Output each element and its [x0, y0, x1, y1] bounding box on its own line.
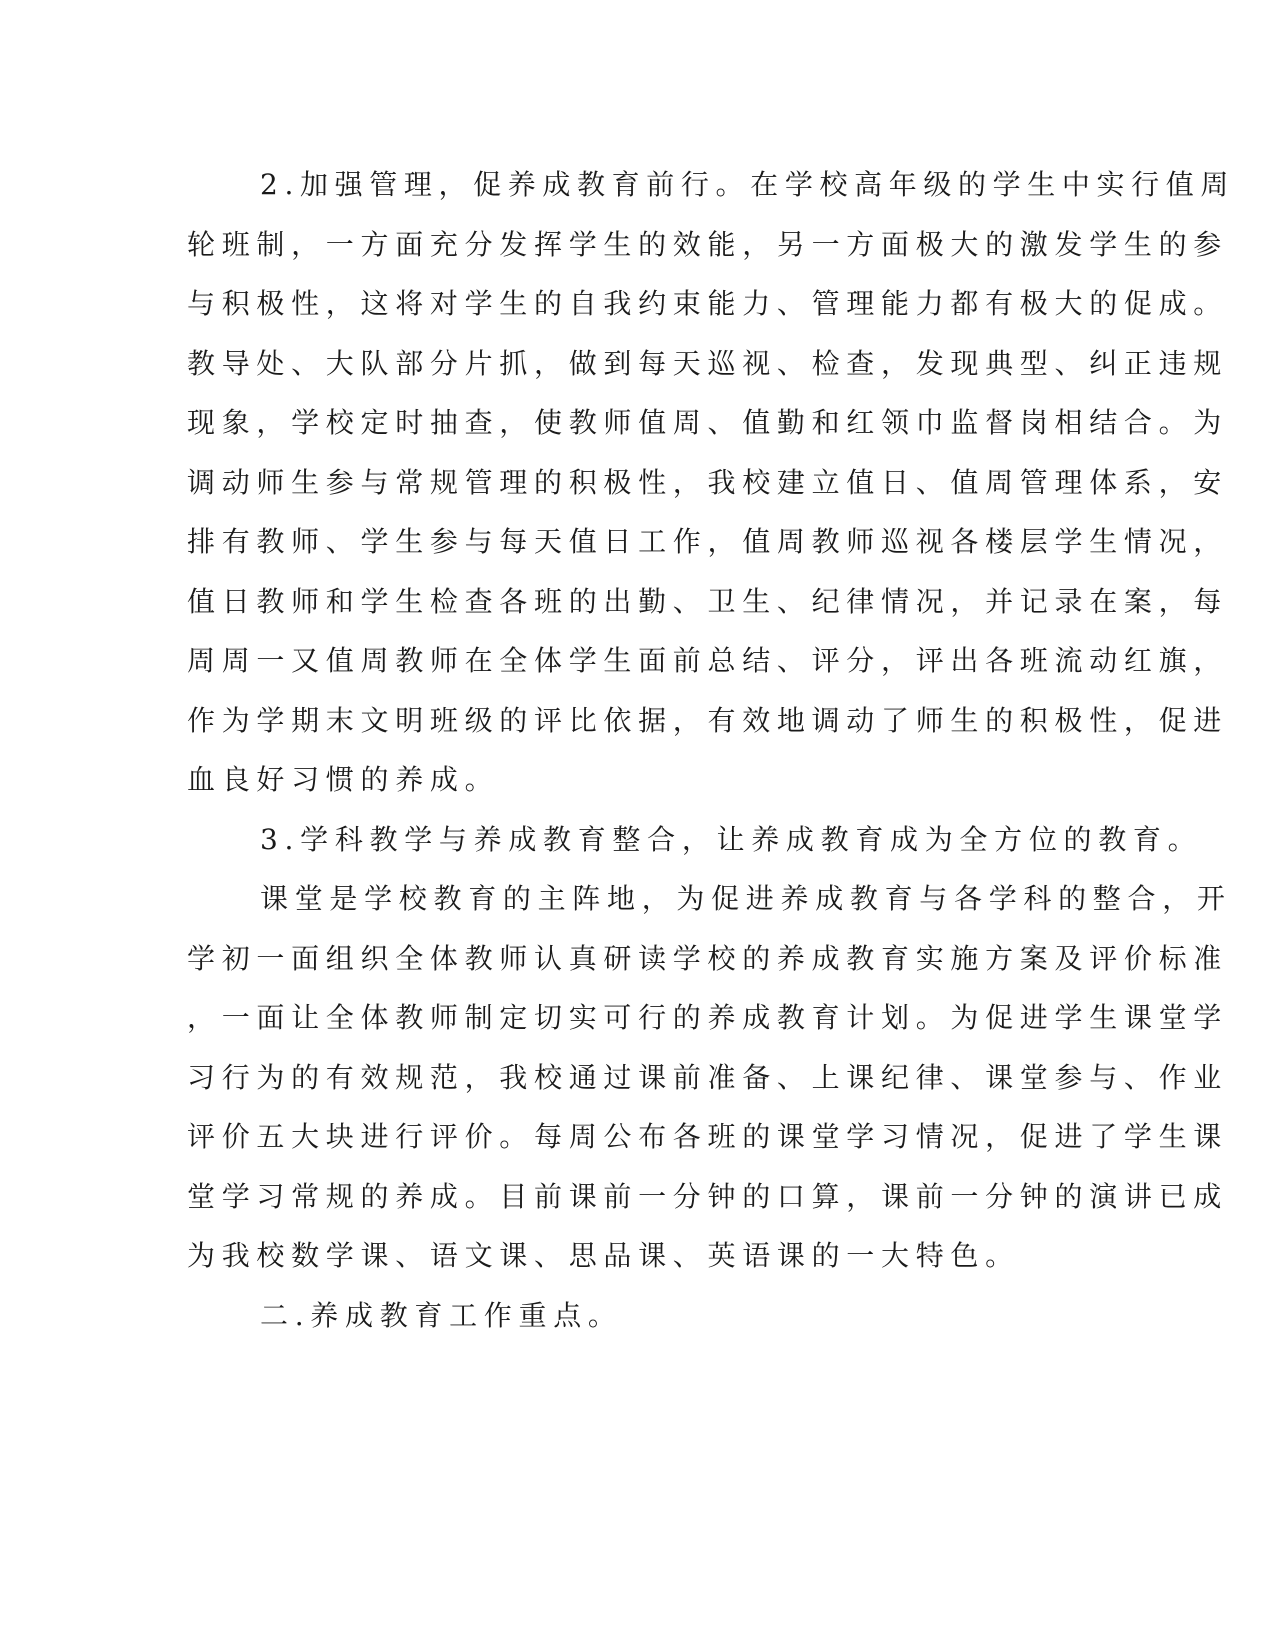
paragraph-line: 教导处、大队部分片抓，做到每天巡视、检查，发现典型、纠正违规: [187, 347, 1229, 380]
section-heading: 二.养成教育工作重点。: [260, 1299, 623, 1332]
paragraph-line: 课堂是学校教育的主阵地，为促进养成教育与各学科的整合，开: [260, 882, 1232, 915]
paragraph-line: 现象，学校定时抽查，使教师值周、值勤和红领巾监督岗相结合。为: [187, 406, 1229, 439]
paragraph-line: ，一面让全体教师制定切实可行的养成教育计划。为促进学生课堂学: [187, 1001, 1229, 1034]
paragraph-line: 为我校数学课、语文课、思品课、英语课的一大特色。: [187, 1239, 1020, 1272]
paragraph-line: 习行为的有效规范，我校通过课前准备、上课纪律、课堂参与、作业: [187, 1061, 1229, 1094]
paragraph-line: 评价五大块进行评价。每周公布各班的课堂学习情况，促进了学生课: [187, 1120, 1229, 1153]
paragraph-line: 3.学科教学与养成教育整合，让养成教育成为全方位的教育。: [260, 823, 1203, 856]
paragraph-line: 调动师生参与常规管理的积极性，我校建立值日、值周管理体系，安: [187, 466, 1229, 499]
paragraph-line: 学初一面组织全体教师认真研读学校的养成教育实施方案及评价标准: [187, 942, 1229, 975]
paragraph-line: 排有教师、学生参与每天值日工作，值周教师巡视各楼层学生情况，: [187, 525, 1229, 558]
paragraph-line: 周周一又值周教师在全体学生面前总结、评分，评出各班流动红旗，: [187, 644, 1229, 677]
paragraph-line: 血良好习惯的养成。: [187, 763, 500, 796]
paragraph-line: 2.加强管理，促养成教育前行。在学校高年级的学生中实行值周: [260, 168, 1236, 201]
paragraph-line: 轮班制，一方面充分发挥学生的效能，另一方面极大的激发学生的参: [187, 228, 1229, 261]
paragraph-line: 作为学期末文明班级的评比依据，有效地调动了师生的积极性，促进: [187, 704, 1229, 737]
paragraph-line: 与积极性，这将对学生的自我约束能力、管理能力都有极大的促成。: [187, 287, 1229, 320]
paragraph-line: 值日教师和学生检查各班的出勤、卫生、纪律情况，并记录在案，每: [187, 585, 1229, 618]
paragraph-line: 堂学习常规的养成。目前课前一分钟的口算，课前一分钟的演讲已成: [187, 1180, 1229, 1213]
